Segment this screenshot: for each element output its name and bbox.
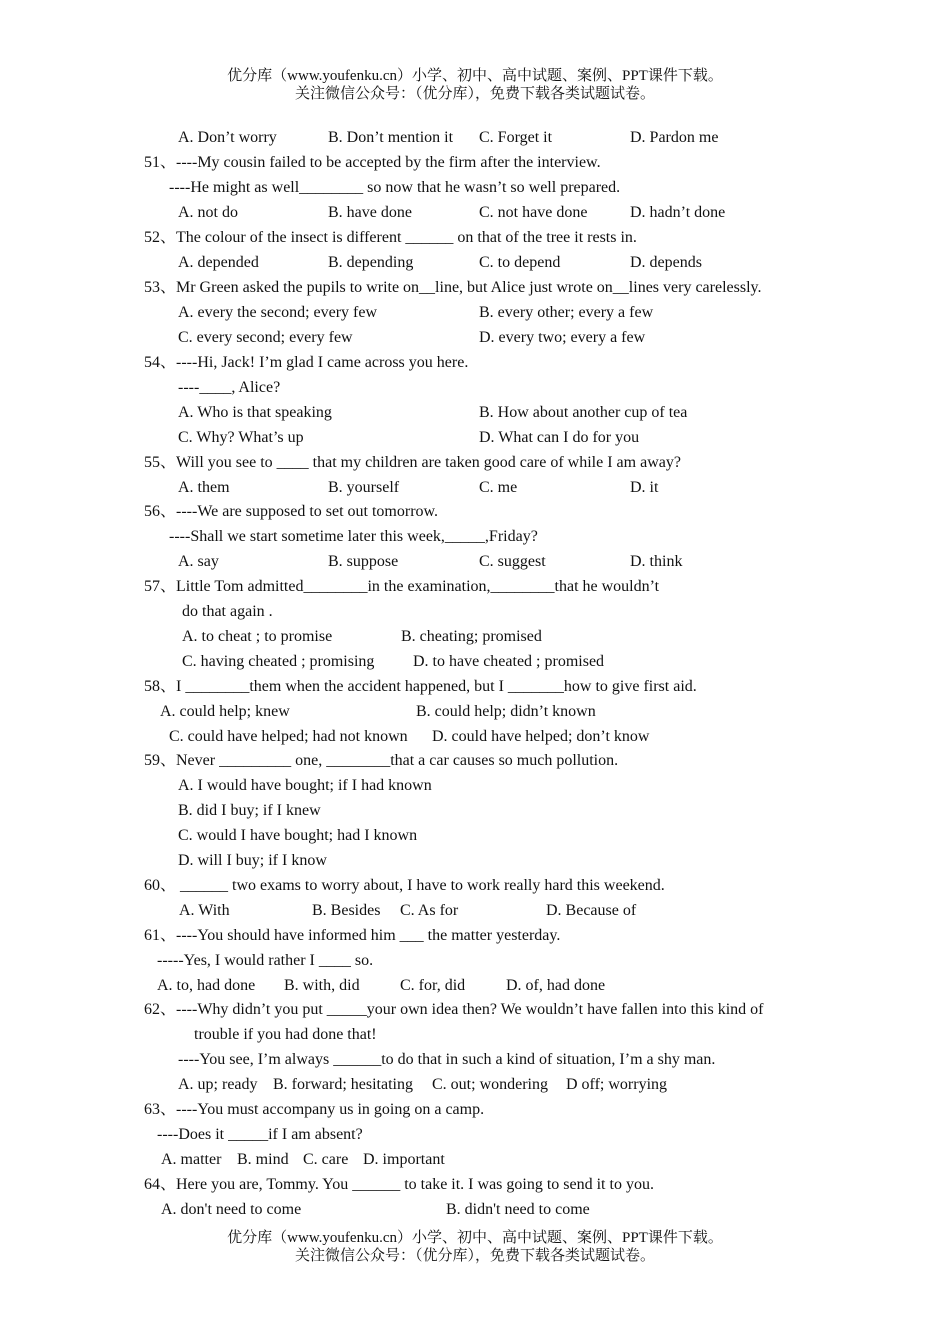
header-line-1: 优分库（www.youfenku.cn）小学、初中、高中试题、案例、PPT课件下载。 [227, 68, 723, 84]
question-stem: 59、Never _________ one, ________that a car causes so much pollution. [144, 752, 619, 769]
answer-option: C. to depend [479, 254, 561, 271]
question-line: ----He might as well________ so now that he wasn’t so well prepared. [169, 179, 621, 196]
answer-option: B. yourself [328, 479, 400, 496]
answer-option: B. How about another cup of tea [479, 404, 688, 421]
answer-option: A. Who is that speaking [178, 404, 332, 421]
answer-option: A. up; ready [178, 1076, 258, 1093]
answer-option: B. could help; didn’t known [416, 703, 596, 720]
question-stem: 51、----My cousin failed to be accepted by the firm after the interview. [144, 154, 601, 171]
answer-option: C. me [479, 479, 518, 496]
answer-option: C. Why? What’s up [178, 429, 304, 446]
answer-option: D off; worrying [566, 1076, 668, 1093]
question-stem: 57、Little Tom admitted________in the examination,________that he wouldn’t [144, 578, 660, 595]
answer-option: D. think [630, 553, 683, 570]
answer-option: D. important [363, 1151, 445, 1168]
answer-option: A. every the second; every few [178, 304, 378, 321]
question-stem: 64、Here you are, Tommy. You ______ to take it. I was going to send it to you. [144, 1176, 654, 1193]
answer-option: A. could help; knew [160, 703, 290, 720]
answer-option: B. didn't need to come [446, 1201, 590, 1218]
answer-option: C. for, did [400, 977, 466, 994]
answer-option: A. not do [178, 204, 238, 221]
footer-line-2: 关注微信公众号：（优分库），免费下载各类试题试卷。 [294, 1248, 655, 1264]
footer-line-1: 优分库（www.youfenku.cn）小学、初中、高中试题、案例、PPT课件下载。 [227, 1230, 723, 1246]
answer-option: D. Because of [546, 902, 637, 919]
answer-option: C. care [303, 1151, 349, 1168]
answer-option: D. to have cheated ; promised [413, 653, 605, 670]
question-stem: 55、Will you see to ____ that my children are taken good care of while I am away? [144, 454, 681, 471]
answer-option: C. out; wondering [432, 1076, 548, 1093]
question-stem: 56、----We are supposed to set out tomorrow. [144, 503, 439, 520]
answer-option: B. with, did [284, 977, 360, 994]
question-stem: 52、The colour of the insect is different ______ on that of the tree it rests in. [144, 229, 637, 246]
header-line-2: 关注微信公众号：（优分库），免费下载各类试题试卷。 [294, 86, 655, 102]
answer-option: C. suggest [479, 553, 546, 570]
answer-option: B. forward; hesitating [273, 1076, 413, 1093]
answer-option: D. it [630, 479, 659, 496]
answer-option: D. Pardon me [630, 129, 719, 146]
answer-option: B. suppose [328, 553, 399, 570]
question-stem: 61、----You should have informed him ___ the matter yesterday. [144, 927, 561, 944]
answer-option: A. I would have bought; if I had known [178, 777, 432, 794]
answer-option: A. say [178, 553, 219, 570]
question-stem: 60、 ______ two exams to worry about, I have to work really hard this weekend. [144, 877, 665, 894]
answer-option: A. them [178, 479, 230, 496]
question-line: ----You see, I’m always ______to do that in such a kind of situation, I’m a shy man. [178, 1051, 716, 1068]
answer-option: C. not have done [479, 204, 588, 221]
answer-option: A. to cheat ; to promise [182, 628, 333, 645]
question-line: ----____, Alice? [178, 379, 281, 396]
answer-option: D. depends [630, 254, 702, 271]
answer-option: D. every two; every a few [479, 329, 646, 346]
question-line: do that again . [182, 603, 273, 620]
answer-option: A. With [179, 902, 230, 919]
answer-option: B. depending [328, 254, 414, 271]
answer-option: C. could have helped; had not known [169, 728, 408, 745]
question-stem: 63、----You must accompany us in going on a camp. [144, 1101, 485, 1118]
question-stem: 58、I ________them when the accident happened, but I _______how to give first aid. [144, 678, 697, 695]
answer-option: A. Don’t worry [178, 129, 277, 146]
answer-option: A. depended [178, 254, 259, 271]
answer-option: D. could have helped; don’t know [432, 728, 650, 745]
answer-option: A. to, had done [157, 977, 256, 994]
question-line: ----Shall we start sometime later this week,_____,Friday? [169, 528, 538, 545]
answer-option: C. would I have bought; had I known [178, 827, 418, 844]
answer-option: C. As for [400, 902, 459, 919]
answer-option: B. did I buy; if I knew [178, 802, 321, 819]
question-line: -----Yes, I would rather I ____ so. [157, 952, 374, 969]
answer-option: B. Besides [312, 902, 381, 919]
answer-option: D. of, had done [506, 977, 606, 994]
answer-option: B. every other; every a few [479, 304, 654, 321]
question-line: trouble if you had done that! [194, 1026, 377, 1043]
answer-option: D. will I buy; if I know [178, 852, 327, 869]
answer-option: B. have done [328, 204, 412, 221]
answer-option: B. Don’t mention it [328, 129, 454, 146]
answer-option: A. matter [161, 1151, 222, 1168]
question-stem: 62、----Why didn’t you put _____your own idea then? We wouldn’t have fallen into this kind of [144, 1001, 764, 1018]
answer-option: B. cheating; promised [401, 628, 542, 645]
answer-option: D. What can I do for you [479, 429, 640, 446]
answer-option: A. don't need to come [161, 1201, 302, 1218]
answer-option: D. hadn’t done [630, 204, 726, 221]
question-stem: 53、Mr Green asked the pupils to write on__line, but Alice just wrote on__lines very carelessly. [144, 279, 762, 296]
answer-option: C. having cheated ; promising [182, 653, 375, 670]
answer-option: C. Forget it [479, 129, 553, 146]
question-line: ----Does it _____if I am absent? [157, 1126, 363, 1143]
answer-option: B. mind [237, 1151, 289, 1168]
answer-option: C. every second; every few [178, 329, 353, 346]
question-stem: 54、----Hi, Jack! I’m glad I came across you here. [144, 354, 469, 371]
